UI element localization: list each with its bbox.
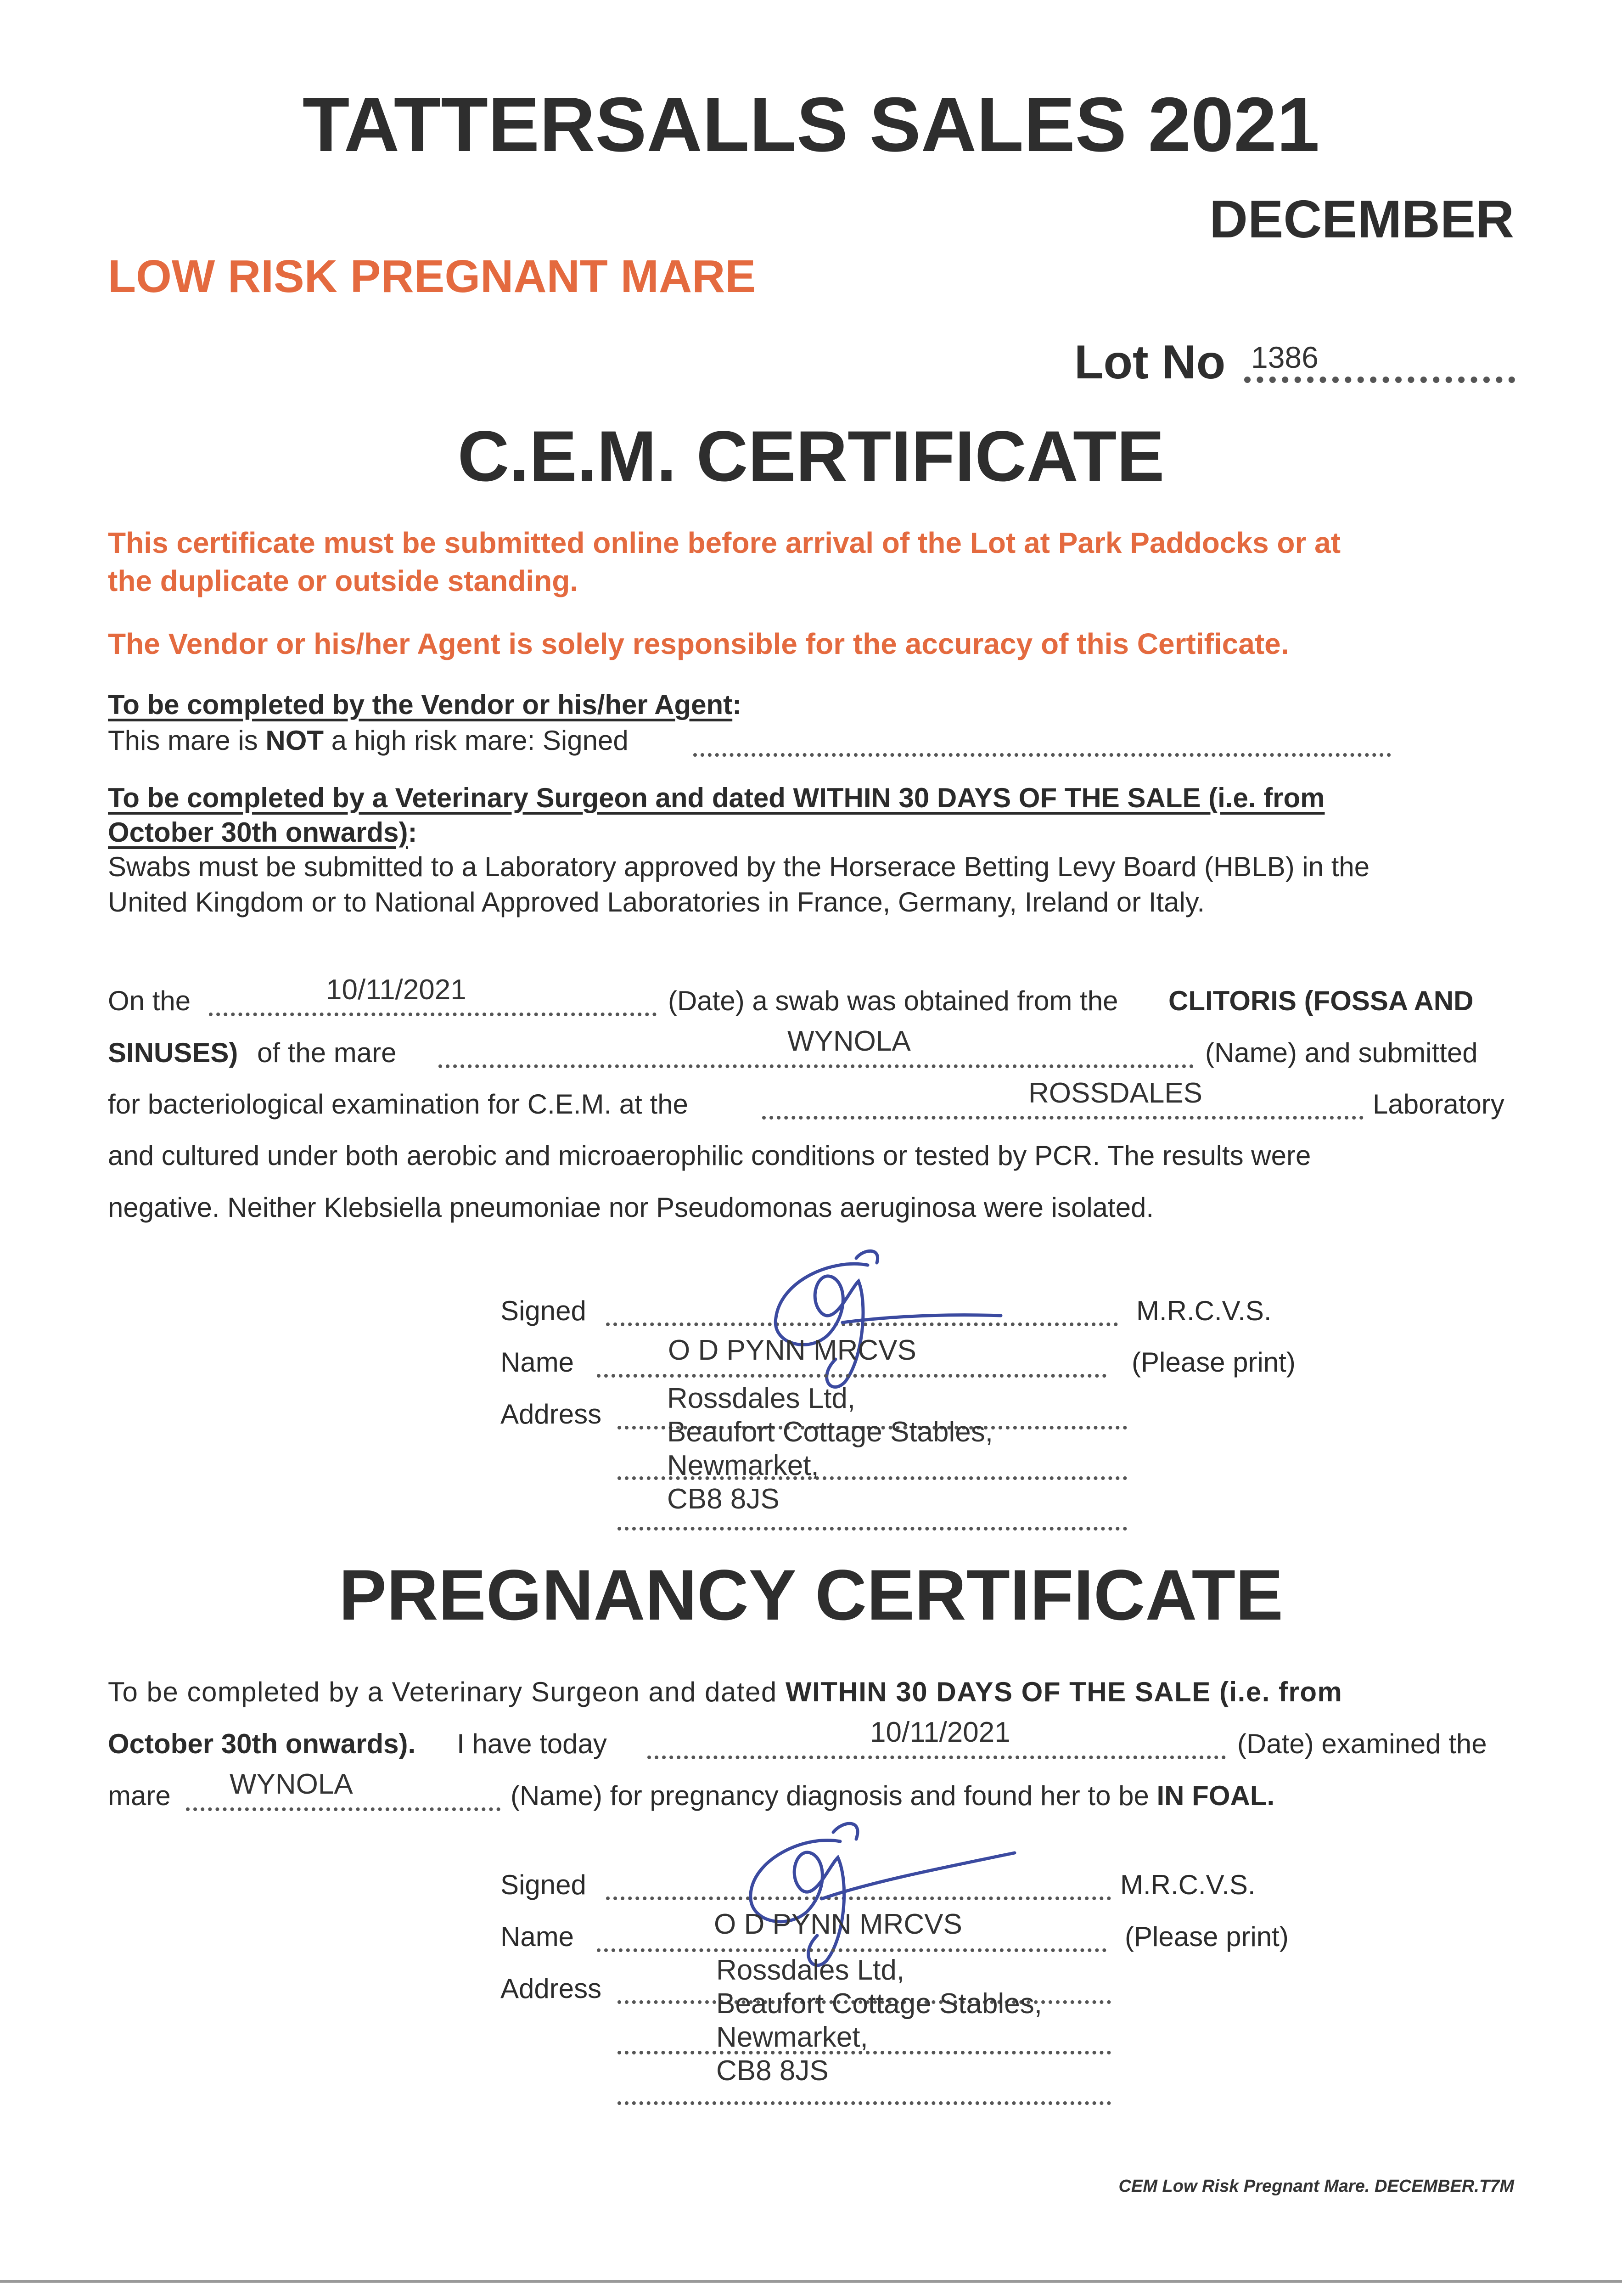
vendor-declaration-not: NOT bbox=[265, 725, 324, 756]
cem-address-line-4[interactable]: CB8 8JS bbox=[667, 1483, 780, 1515]
pregnancy-line3-rest bbox=[511, 1780, 1274, 1812]
cem-lab-dots bbox=[762, 1116, 1364, 1120]
pregnancy-line2-end: (Date) examined the bbox=[1237, 1728, 1487, 1759]
pregnancy-line3-start: mare bbox=[108, 1780, 171, 1811]
pregnancy-heading: PREGNANCY CERTIFICATE bbox=[338, 1555, 1284, 1635]
lot-number-value: 1386 bbox=[1251, 340, 1319, 374]
pregnancy-line3-mid: (Name) for pregnancy diagnosis and found her to be bbox=[511, 1780, 1157, 1811]
vendor-declaration bbox=[108, 725, 629, 756]
cem-date-suffix: (Date) a swab was obtained from the bbox=[668, 985, 1118, 1016]
lot-number-dots bbox=[1244, 377, 1515, 383]
cem-address-line-3[interactable]: Newmarket, bbox=[667, 1450, 819, 1481]
cem-address-line-2[interactable]: Beaufort Cottage Stables, bbox=[667, 1416, 993, 1448]
pregnancy-exam-date[interactable]: 10/11/2021 bbox=[870, 1716, 1010, 1748]
vet-heading-line2-text: October 30th onwards) bbox=[108, 817, 408, 848]
vendor-heading-text: To be completed by the Vendor or his/her Agent bbox=[108, 689, 733, 720]
pregnancy-address-label: Address bbox=[500, 1973, 602, 2004]
cem-laboratory-name[interactable]: ROSSDALES bbox=[1028, 1077, 1203, 1109]
submission-notice-line1: This certificate must be submitted online before arrival of the Lot at Park Paddocks or at bbox=[108, 526, 1341, 559]
cem-date-dots bbox=[209, 1013, 657, 1016]
vendor-declaration-pre: This mare is bbox=[108, 725, 266, 756]
cem-swab-site: CLITORIS (FOSSA AND bbox=[1168, 985, 1474, 1016]
cem-heading: C.E.M. CERTIFICATE bbox=[457, 416, 1165, 496]
pregnancy-line1-bold: WITHIN 30 DAYS OF THE SALE (i.e. from bbox=[785, 1677, 1343, 1707]
cem-culture-statement: and cultured under both aerobic and microaerophilic conditions or tested by PCR. The results were bbox=[108, 1140, 1311, 1171]
cem-address-line-1[interactable]: Rossdales Ltd, bbox=[667, 1383, 856, 1414]
cem-address-dots-3 bbox=[617, 1527, 1127, 1531]
cem-mare-name-dots bbox=[438, 1064, 1194, 1068]
vet-section-heading-line2 bbox=[108, 816, 417, 848]
vendor-section-heading bbox=[108, 689, 741, 720]
vendor-heading-colon: : bbox=[732, 689, 742, 720]
mare-category: LOW RISK PREGNANT MARE bbox=[108, 251, 756, 302]
pregnancy-date-dots bbox=[647, 1756, 1226, 1759]
pregnancy-name-label: Name bbox=[500, 1921, 574, 1952]
pregnancy-address-line-4[interactable]: CB8 8JS bbox=[716, 2055, 829, 2087]
cem-mrcvs-label: M.R.C.V.S. bbox=[1136, 1295, 1272, 1326]
pregnancy-mrcvs-label: M.R.C.V.S. bbox=[1120, 1869, 1256, 1900]
cem-name-dots bbox=[597, 1374, 1106, 1378]
cem-swab-date[interactable]: 10/11/2021 bbox=[326, 974, 466, 1006]
pregnancy-line-1 bbox=[108, 1676, 1342, 1708]
page-bottom-edge bbox=[0, 2280, 1622, 2283]
swab-requirement-line1: Swabs must be submitted to a Laboratory approved by the Horserace Betting Levy Board (HBLB) in the bbox=[108, 851, 1370, 882]
pregnancy-mare-dots bbox=[186, 1807, 500, 1811]
cem-on-the: On the bbox=[108, 985, 191, 1016]
pregnancy-mare-name[interactable]: WYNOLA bbox=[230, 1768, 353, 1800]
pregnancy-vet-signature bbox=[739, 1814, 1024, 1970]
responsibility-notice: The Vendor or his/her Agent is solely responsible for the accuracy of this Certificate. bbox=[108, 627, 1289, 660]
form-reference-code: CEM Low Risk Pregnant Mare. DECEMBER.T7M bbox=[1118, 2177, 1514, 2196]
cem-address-label: Address bbox=[500, 1399, 602, 1429]
pregnancy-line2-bold: October 30th onwards). bbox=[108, 1728, 416, 1759]
pregnancy-address-line-2[interactable]: Beaufort Cottage Stables, bbox=[716, 1988, 1043, 2020]
pregnancy-address-line-1[interactable]: Rossdales Ltd, bbox=[716, 1954, 905, 1986]
cem-negative-statement: negative. Neither Klebsiella pneumoniae nor Pseudomonas aeruginosa were isolated. bbox=[108, 1192, 1154, 1223]
cem-sinuses: SINUSES) bbox=[108, 1037, 238, 1068]
cem-signed-label: Signed bbox=[500, 1295, 586, 1326]
pregnancy-line1-start: To be completed by a Veterinary Surgeon and dated bbox=[108, 1677, 786, 1707]
swab-requirement-line2: United Kingdom or to National Approved Laboratories in France, Germany, Ireland or Italy. bbox=[108, 887, 1205, 917]
cem-lab-suffix: Laboratory bbox=[1373, 1089, 1504, 1120]
cem-mare-name[interactable]: WYNOLA bbox=[787, 1025, 911, 1057]
pregnancy-please-print: (Please print) bbox=[1125, 1921, 1289, 1952]
vendor-declaration-post: a high risk mare: Signed bbox=[324, 725, 629, 756]
cem-lab-prefix: for bacteriological examination for C.E.M. at the bbox=[108, 1089, 688, 1120]
pregnancy-address-line-3[interactable]: Newmarket, bbox=[716, 2021, 868, 2053]
cem-name-suffix: (Name) and submitted bbox=[1205, 1037, 1478, 1068]
cem-vet-signature bbox=[762, 1240, 1010, 1391]
sale-month: DECEMBER bbox=[1209, 189, 1514, 249]
vet-section-heading-line1: To be completed by a Veterinary Surgeon and dated WITHIN 30 DAYS OF THE SALE (i.e. from bbox=[108, 782, 1325, 813]
document-title: TATTERSALLS SALES 2021 bbox=[302, 81, 1320, 168]
pregnancy-signed-label: Signed bbox=[500, 1869, 586, 1900]
cem-vet-name[interactable]: O D PYNN MRCVS bbox=[668, 1334, 916, 1366]
cem-name-label: Name bbox=[500, 1347, 574, 1378]
vet-heading-colon: : bbox=[408, 817, 417, 848]
pregnancy-address-dots-3 bbox=[617, 2101, 1111, 2105]
submission-notice-line2: the duplicate or outside standing. bbox=[108, 564, 578, 597]
lot-number-label: Lot No bbox=[1074, 336, 1226, 389]
pregnancy-vet-name[interactable]: O D PYNN MRCVS bbox=[714, 1908, 962, 1940]
vendor-signature-line[interactable] bbox=[693, 753, 1391, 757]
pregnancy-name-dots bbox=[597, 1948, 1106, 1952]
pregnancy-line2-mid: I have today bbox=[457, 1728, 607, 1759]
cem-of-the-mare: of the mare bbox=[257, 1037, 397, 1068]
pregnancy-in-foal: IN FOAL. bbox=[1156, 1780, 1275, 1811]
cem-please-print: (Please print) bbox=[1132, 1347, 1296, 1378]
